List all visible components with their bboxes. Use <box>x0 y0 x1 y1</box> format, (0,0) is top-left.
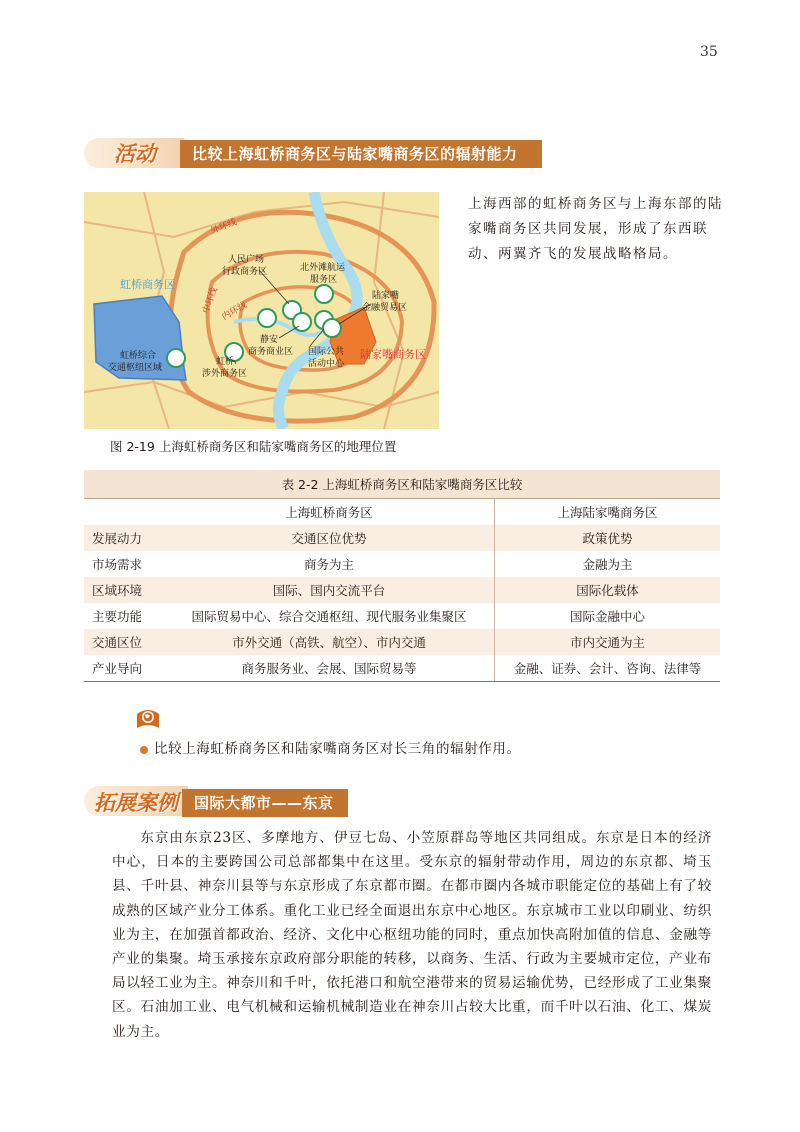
table-row <box>84 525 720 551</box>
jingan-label-2: 商务商业区 <box>248 346 294 356</box>
lujiazui-cell: 政策优势 <box>494 525 720 551</box>
page-number: 35 <box>700 44 718 60</box>
case-tab-label: 拓展案例 <box>94 790 178 815</box>
hongqiao-area-label: 虹桥商务区 <box>120 279 175 291</box>
hongqiao-cell: 商务为主 <box>164 551 494 577</box>
table-row <box>84 629 720 655</box>
activity-side-text: 上海西部的虹桥商务区与上海东部的陆家嘴商务区共同发展，形成了东西联动、两翼齐飞的发展战略格局。 <box>468 196 723 262</box>
activity-title: 比较上海虹桥商务区与陆家嘴商务区的辐射能力 <box>180 140 542 168</box>
peoples-square-label-2: 行政商务区 <box>222 266 268 276</box>
case-body-text <box>112 826 712 1044</box>
peoples-square-label-1: 人民广场 <box>228 254 265 264</box>
lujiazui-cell: 金融、证券、会计、咨询、法律等 <box>494 655 720 682</box>
lujiazui-finance-label-2: 金融贸易区 <box>362 302 408 312</box>
hongqiao-foreign-label-1: 虹桥 <box>216 356 235 366</box>
hongqiao-cell: 市外交通（高铁、航空）、市内交通 <box>164 629 494 655</box>
globe-book-icon <box>135 706 161 730</box>
shanghai-business-district-map <box>84 192 439 429</box>
table-header-empty <box>84 499 164 526</box>
table-caption: 表 2-2 上海虹桥商务区和陆家嘴商务区比较 <box>84 470 720 499</box>
case-body-paragraph: 东京由东京23区、多摩地方、伊豆七岛、小笠原群岛等地区共同组成。东京是日本的经济中心，日本的主要跨国公司总部都集中在这里。受东京的辐射带动作用，周边的东京都、埼玉县、千叶县、神奈川县等与东京形成了东京都市圈。在都市圈内各城市职能定位的基础上有了较成熟的区域产业分工体系。重化工业已经全面退出东京中心地区。东京城市工业以印刷业、纺织业为主，在加强首都政治、经济、文化中心枢纽功能的同时，重点加快高附加值的信息、金融等产业的集聚。埼玉承接东京政府部分职能的转移，以商务、生活、行政为主要城市定位，产业布局以轻工业为主。神奈川和千叶，依托港口和航空港带来的贸易运输优势，已经形成了工业集聚区。石油加工业、电气机械和运输机械制造业在神奈川占较大比重，而千叶以石油、化工、煤炭业为主。 <box>112 830 712 1040</box>
table-row <box>84 551 720 577</box>
outer-ring-label: 外环线 <box>209 216 238 236</box>
row-label: 区域环境 <box>84 577 164 603</box>
table-row <box>84 577 720 603</box>
bullet-dot <box>140 746 148 754</box>
lujiazui-cell: 国际化载体 <box>494 577 720 603</box>
table-caption-row <box>84 470 720 499</box>
table-header-lujiazui: 上海陆家嘴商务区 <box>494 499 720 526</box>
intl-center-label-1: 国际公共 <box>308 346 345 356</box>
lujiazui-cell: 金融为主 <box>494 551 720 577</box>
activity-question <box>140 737 521 757</box>
row-label: 市场需求 <box>84 551 164 577</box>
row-label: 交通区位 <box>84 629 164 655</box>
hongqiao-cell: 商务服务业、会展、国际贸易等 <box>164 655 494 682</box>
north-bund-label-1: 北外滩航运 <box>300 262 346 272</box>
case-tab <box>84 786 188 816</box>
lujiazui-finance-label-1: 陆家嘴 <box>372 290 400 300</box>
hongqiao-cell: 国际贸易中心、综合交通枢纽、现代服务业集聚区 <box>164 603 494 629</box>
lujiazui-cell: 国际金融中心 <box>494 603 720 629</box>
lujiazui-area-label: 陆家嘴商务区 <box>360 349 426 361</box>
row-label: 产业导向 <box>84 655 164 682</box>
case-title: 国际大都市——东京 <box>182 789 348 817</box>
figure-caption: 图 2-19 上海虹桥商务区和陆家嘴商务区的地理位置 <box>110 439 397 454</box>
row-label: 主要功能 <box>84 603 164 629</box>
middle-ring-label: 中环线 <box>200 285 220 315</box>
table-header-hongqiao: 上海虹桥商务区 <box>164 499 494 526</box>
lujiazui-cell: 市内交通为主 <box>494 629 720 655</box>
jingan-label-1: 静安 <box>260 334 279 344</box>
table-row <box>84 603 720 629</box>
hongqiao-hub-label-1: 虹桥综合 <box>120 350 157 360</box>
activity-tab <box>84 138 184 168</box>
activity-tab-label: 活动 <box>114 141 156 166</box>
row-label: 发展动力 <box>84 525 164 551</box>
hongqiao-cell: 交通区位优势 <box>164 525 494 551</box>
activity-question-text: 比较上海虹桥商务区和陆家嘴商务区对长三角的辐射作用。 <box>154 741 521 757</box>
hongqiao-cell: 国际、国内交流平台 <box>164 577 494 603</box>
table-header-row <box>84 499 720 526</box>
hongqiao-hub-label-2: 交通枢纽区域 <box>108 362 163 372</box>
north-bund-label-2: 服务区 <box>310 274 338 284</box>
comparison-table <box>84 470 720 682</box>
inner-ring-label: 内环线 <box>220 299 249 322</box>
hongqiao-foreign-label-2: 涉外商务区 <box>202 368 248 378</box>
table-row <box>84 655 720 682</box>
intl-center-label-2: 活动中心 <box>308 358 345 368</box>
